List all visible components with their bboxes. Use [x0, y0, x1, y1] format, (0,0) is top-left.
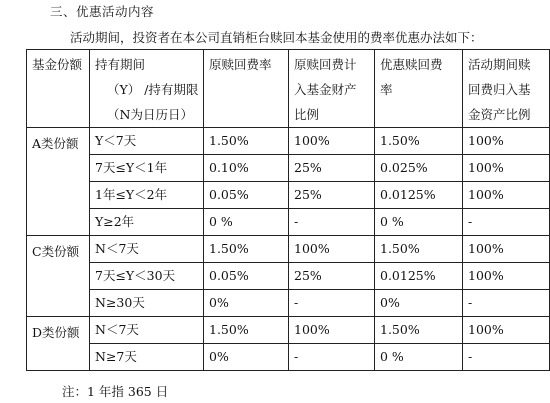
table-row [27, 236, 550, 263]
discount-fee-cell: 0% [375, 290, 463, 317]
holding-period-cell: N＜7天 [90, 236, 204, 263]
table-row [27, 209, 550, 236]
discount-fee-cell: 0 % [375, 344, 463, 371]
fee-discount-table [26, 49, 550, 371]
original-ratio-cell: 100% [289, 128, 375, 155]
table-row [27, 263, 550, 290]
discount-fee-cell: 0.0125% [375, 263, 463, 290]
promo-ratio-cell: 100% [463, 128, 550, 155]
discount-fee-cell: 0 % [375, 209, 463, 236]
original-ratio-cell: 100% [289, 317, 375, 344]
table-body [27, 128, 550, 371]
original-ratio-cell: - [289, 290, 375, 317]
promo-ratio-cell: - [463, 209, 550, 236]
promo-ratio-cell: 100% [463, 236, 550, 263]
holding-period-cell: 7天≤Y＜1年 [90, 155, 204, 182]
header-share-class: 基金份额 [27, 50, 90, 128]
header-promo-asset-ratio: 活动期间赎 回费归入基 金资产比例 [463, 50, 550, 128]
table-row [27, 155, 550, 182]
table-row [27, 317, 550, 344]
promo-ratio-cell: 100% [463, 317, 550, 344]
original-fee-cell: 1.50% [204, 128, 289, 155]
table-header [27, 50, 550, 128]
discount-fee-cell: 1.50% [375, 128, 463, 155]
original-ratio-cell: 25% [289, 182, 375, 209]
holding-period-cell: 1年≤Y＜2年 [90, 182, 204, 209]
original-ratio-cell: 25% [289, 263, 375, 290]
original-fee-cell: 0.05% [204, 263, 289, 290]
share-class-cell: D类份额 [27, 317, 90, 371]
original-fee-cell: 0% [204, 290, 289, 317]
holding-period-cell: N≥30天 [90, 290, 204, 317]
holding-period-cell: 7天≤Y＜30天 [90, 263, 204, 290]
original-ratio-cell: - [289, 344, 375, 371]
holding-period-cell: Y≥2年 [90, 209, 204, 236]
original-fee-cell: 0.05% [204, 182, 289, 209]
header-discount-fee-rate: 优惠赎回费 率 [375, 50, 463, 128]
discount-fee-cell: 1.50% [375, 236, 463, 263]
original-fee-cell: 0 % [204, 209, 289, 236]
promo-ratio-cell: - [463, 290, 550, 317]
discount-fee-cell: 0.025% [375, 155, 463, 182]
table-row [27, 344, 550, 371]
holding-period-cell: N≥7天 [90, 344, 204, 371]
discount-fee-cell: 0.0125% [375, 182, 463, 209]
table-row [27, 128, 550, 155]
promo-ratio-cell: 100% [463, 182, 550, 209]
section-heading: 三、优惠活动内容 [50, 4, 155, 19]
header-original-fee-rate: 原赎回费率 [204, 50, 289, 128]
intro-paragraph: 活动期间，投资者在本公司直销柜台赎回本基金使用的费率优惠办法如下： [70, 30, 483, 45]
original-ratio-cell: 25% [289, 155, 375, 182]
header-original-asset-ratio: 原赎回费计 入基金财产 比例 [289, 50, 375, 128]
table-row [27, 182, 550, 209]
original-fee-cell: 0% [204, 344, 289, 371]
holding-period-cell: Y＜7天 [90, 128, 204, 155]
header-holding-period: 持有期间 （Y） /持有期限 （N为日历日） [90, 50, 204, 128]
promo-ratio-cell: - [463, 344, 550, 371]
original-fee-cell: 1.50% [204, 236, 289, 263]
table-row [27, 290, 550, 317]
original-fee-cell: 1.50% [204, 317, 289, 344]
share-class-cell: A类份额 [27, 128, 90, 236]
original-ratio-cell: - [289, 209, 375, 236]
holding-period-cell: N＜7天 [90, 317, 204, 344]
promo-ratio-cell: 100% [463, 155, 550, 182]
original-fee-cell: 0.10% [204, 155, 289, 182]
discount-fee-cell: 1.50% [375, 317, 463, 344]
promo-ratio-cell: 100% [463, 263, 550, 290]
footnote: 注：1 年指 365 日 [62, 384, 169, 399]
share-class-cell: C类份额 [27, 236, 90, 317]
original-ratio-cell: 100% [289, 236, 375, 263]
